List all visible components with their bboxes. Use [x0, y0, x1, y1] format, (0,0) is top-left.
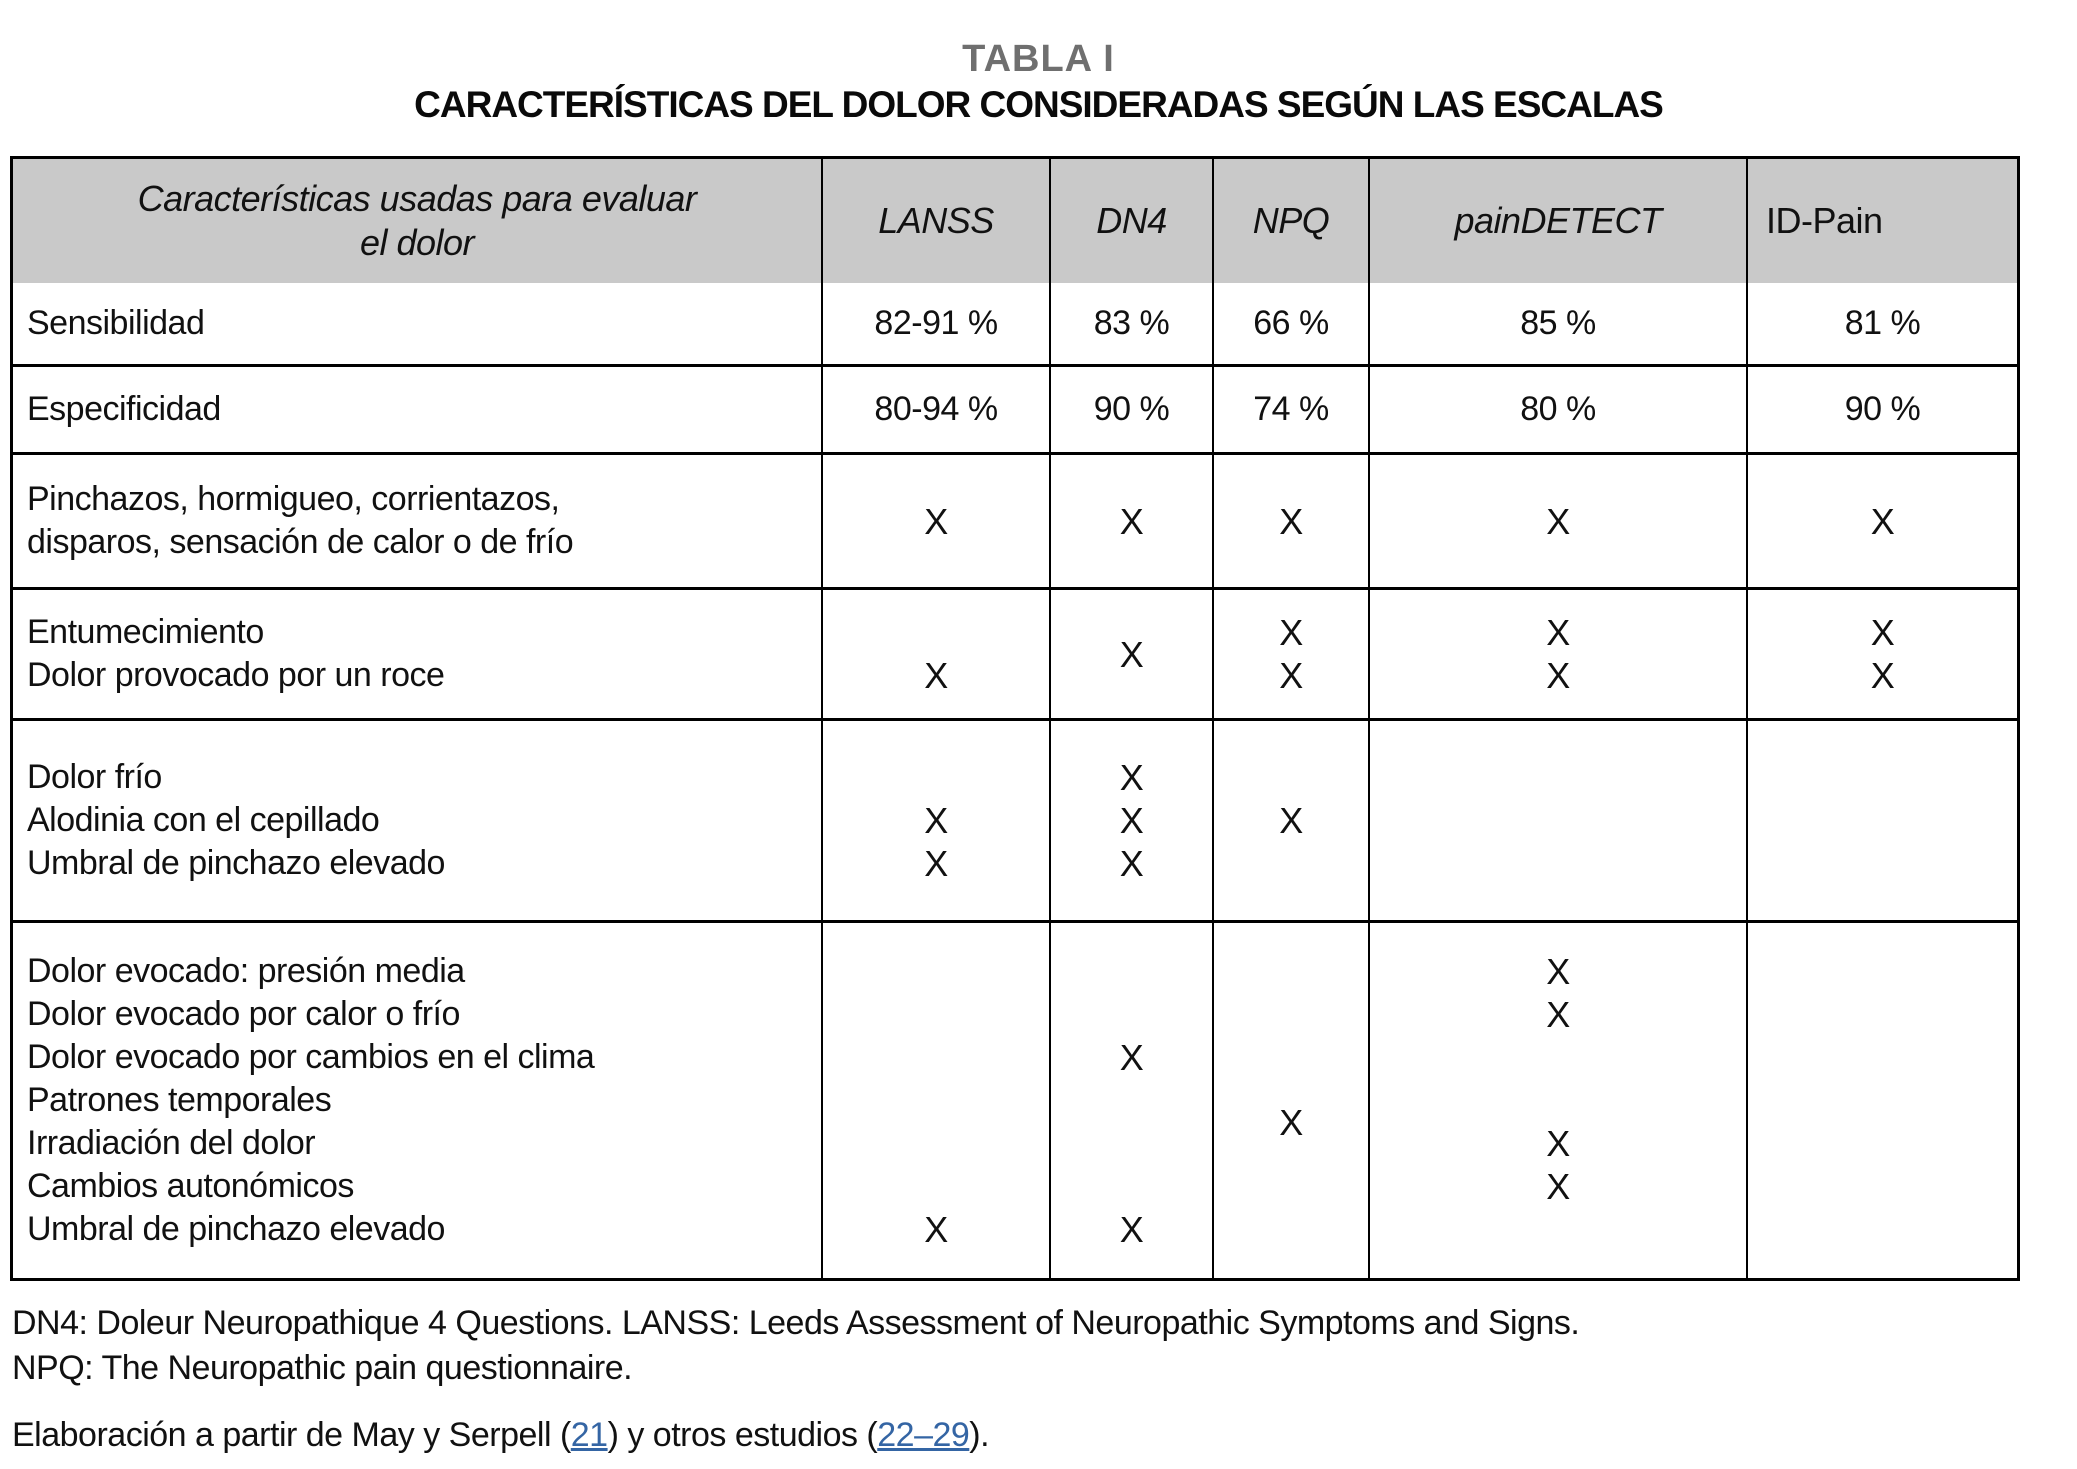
footnote-line2: NPQ: The Neuropathic pain questionnaire.: [12, 1349, 633, 1387]
mark-cell-lanss: [821, 590, 1049, 718]
footnote-abbreviations: [12, 1301, 2077, 1391]
header-col-idpain: ID-Pain: [1746, 159, 2017, 283]
mark-cell-dn4: [1049, 721, 1212, 920]
row-label-line: Patrones temporales: [27, 1081, 332, 1119]
x-mark: X: [1546, 612, 1570, 653]
x-mark: X: [1279, 500, 1303, 542]
row-label: [13, 283, 821, 364]
x-mark: X: [1119, 757, 1144, 798]
x-mark: X: [1870, 500, 1895, 542]
mark-cell-paindetect: [1368, 455, 1746, 587]
mark-cell-lanss: [821, 923, 1049, 1278]
value-cell-id-pain: 90 %: [1746, 367, 2017, 452]
row-label-line: Especificidad: [27, 390, 221, 428]
row-label-line: Entumecimiento: [27, 613, 264, 651]
table-row-pinchazos-hormigueo: [13, 452, 2017, 587]
source-prefix: Elaboración a partir de May y Serpell (: [12, 1416, 571, 1454]
table-row-entumecimiento: [13, 587, 2017, 718]
table-header-row: [13, 159, 2017, 283]
row-label: [13, 721, 821, 920]
mark-cell-dn4: [1049, 455, 1212, 587]
value-cell-paindetect: 80 %: [1368, 367, 1746, 452]
x-mark: X: [1546, 1166, 1570, 1207]
reference-link-22-29[interactable]: 22–29: [877, 1416, 970, 1454]
table-row-especificidad: [13, 364, 2017, 452]
row-label-line: Dolor frío: [27, 758, 162, 796]
mark-cell-npq: [1212, 590, 1368, 718]
row-label-line: Dolor evocado por cambios en el clima: [27, 1038, 595, 1076]
x-mark: X: [1119, 843, 1144, 884]
x-mark: X: [1119, 800, 1144, 841]
header-feature-column: [13, 159, 821, 283]
source-suffix: ).: [969, 1416, 990, 1454]
footnote-line1: DN4: Doleur Neuropathique 4 Questions. LANSS: Leeds Assessment of Neuropathic Symptoms and Signs.: [12, 1304, 1580, 1342]
x-mark: X: [1119, 1037, 1144, 1078]
x-mark: X: [1870, 655, 1895, 696]
row-label: [13, 367, 821, 452]
mark-cell-lanss: [821, 721, 1049, 920]
x-mark: X: [1546, 655, 1570, 696]
x-mark: X: [924, 1209, 948, 1250]
header-feature-line2: el dolor: [359, 222, 475, 263]
x-mark: X: [1546, 951, 1570, 992]
row-label-line: Dolor provocado por un roce: [27, 656, 445, 694]
row-label: [13, 923, 821, 1278]
table-row-sensibilidad: [13, 283, 2017, 364]
x-mark: X: [924, 800, 948, 841]
row-label-line: disparos, sensación de calor o de frío: [27, 523, 574, 561]
footnote-source: [12, 1413, 2077, 1458]
row-label-line: Cambios autonómicos: [27, 1167, 354, 1205]
x-mark: X: [1279, 1101, 1303, 1143]
x-mark: X: [1546, 1123, 1570, 1164]
mark-cell-dn4: [1049, 590, 1212, 718]
value-cell-lanss: 80-94 %: [821, 367, 1049, 452]
value-cell-npq: 66 %: [1212, 283, 1368, 364]
x-mark: X: [1546, 994, 1570, 1035]
row-label-line: Alodinia con el cepillado: [27, 801, 380, 839]
mark-cell-id-pain: [1746, 455, 2017, 587]
header-feature-line1: Características usadas para evaluar: [137, 178, 697, 219]
row-label: [13, 455, 821, 587]
x-mark: X: [1279, 800, 1303, 841]
row-label-line: Irradiación del dolor: [27, 1124, 316, 1162]
x-mark: X: [1546, 500, 1570, 542]
mark-cell-paindetect: [1368, 721, 1746, 920]
table-body: [13, 283, 2017, 1278]
reference-link-21[interactable]: 21: [570, 1416, 608, 1454]
table-number-title: TABLA I: [962, 38, 1115, 80]
header-col-paindetect: painDETECT: [1368, 159, 1746, 283]
row-label: [13, 590, 821, 718]
x-mark: X: [924, 655, 948, 696]
mark-cell-paindetect: [1368, 923, 1746, 1278]
row-label-line: Sensibilidad: [27, 304, 205, 342]
source-middle: ) y otros estudios (: [607, 1416, 878, 1454]
mark-cell-lanss: [821, 455, 1049, 587]
x-mark: X: [1119, 500, 1144, 542]
x-mark: X: [924, 843, 948, 884]
row-label-line: Dolor evocado por calor o frío: [27, 995, 460, 1033]
value-cell-dn4: 90 %: [1049, 367, 1212, 452]
x-mark: X: [924, 500, 948, 542]
table-row-dolor-frio: [13, 718, 2017, 920]
value-cell-paindetect: 85 %: [1368, 283, 1746, 364]
mark-cell-id-pain: [1746, 721, 2017, 920]
mark-cell-npq: [1212, 923, 1368, 1278]
x-mark: X: [1279, 655, 1303, 696]
value-cell-id-pain: 81 %: [1746, 283, 2017, 364]
mark-cell-id-pain: [1746, 590, 2017, 718]
table-caption: CARACTERÍSTICAS DEL DOLOR CONSIDERADAS SEGÚN LAS ESCALAS: [414, 84, 1663, 125]
x-mark: X: [1119, 633, 1144, 675]
mark-cell-paindetect: [1368, 590, 1746, 718]
row-label-line: Umbral de pinchazo elevado: [27, 844, 445, 882]
mark-cell-dn4: [1049, 923, 1212, 1278]
table-row-dolor-evocado: [13, 920, 2017, 1278]
value-cell-npq: 74 %: [1212, 367, 1368, 452]
x-mark: X: [1279, 612, 1303, 653]
title-block: [0, 36, 2077, 128]
mark-cell-id-pain: [1746, 923, 2017, 1278]
header-col-npq: NPQ: [1212, 159, 1368, 283]
x-mark: X: [1119, 1209, 1144, 1250]
row-label-line: Dolor evocado: presión media: [27, 952, 465, 990]
header-col-dn4: DN4: [1049, 159, 1212, 283]
row-label-line: Pinchazos, hormigueo, corrientazos,: [27, 480, 560, 518]
x-mark: X: [1870, 612, 1895, 653]
value-cell-lanss: 82-91 %: [821, 283, 1049, 364]
characteristics-table: [10, 156, 2020, 1281]
mark-cell-npq: [1212, 721, 1368, 920]
value-cell-dn4: 83 %: [1049, 283, 1212, 364]
mark-cell-npq: [1212, 455, 1368, 587]
header-col-lanss: LANSS: [821, 159, 1049, 283]
row-label-line: Umbral de pinchazo elevado: [27, 1210, 445, 1248]
